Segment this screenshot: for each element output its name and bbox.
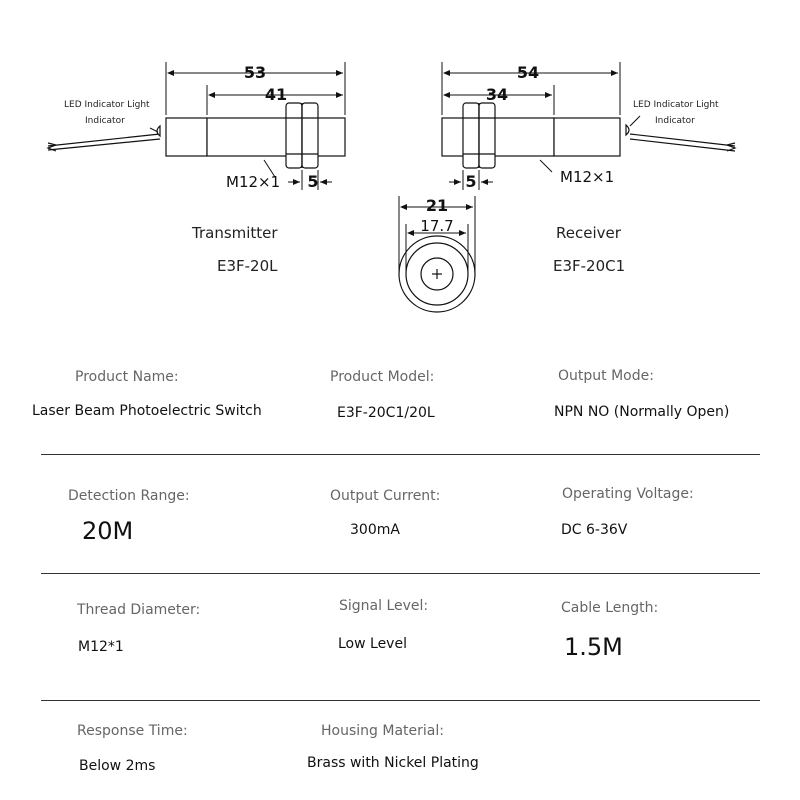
transmitter-overall-length: 53 xyxy=(243,63,267,82)
transmitter-nut-width: 5 xyxy=(307,172,319,191)
spec-label-response-time: Response Time: xyxy=(77,723,188,739)
receiver-thread-label: M12×1 xyxy=(560,168,615,186)
spec-label-output-mode: Output Mode: xyxy=(558,368,654,384)
transmitter-drawing xyxy=(48,103,345,168)
transmitter-body-length: 41 xyxy=(264,85,288,104)
spec-label-cable-length: Cable Length: xyxy=(561,600,659,616)
transmitter-caption: Transmitter xyxy=(192,224,278,242)
spec-label-detection-range: Detection Range: xyxy=(68,488,190,504)
spec-value-signal-level: Low Level xyxy=(338,636,407,652)
receiver-drawing xyxy=(442,103,735,168)
end-view-inner-diameter: 17.7 xyxy=(420,217,454,235)
receiver-nut-width: 5 xyxy=(465,172,477,191)
spec-value-product-name: Laser Beam Photoelectric Switch xyxy=(32,403,262,419)
transmitter-thread-label: M12×1 xyxy=(226,173,281,191)
row-divider xyxy=(41,454,760,455)
spec-label-product-name: Product Name: xyxy=(75,369,179,385)
spec-label-output-current: Output Current: xyxy=(330,488,441,504)
receiver-overall-length: 54 xyxy=(516,63,540,82)
receiver-led-label: LED Indicator Light xyxy=(633,100,719,110)
spec-value-output-current: 300mA xyxy=(350,522,400,538)
spec-label-product-model: Product Model: xyxy=(330,369,435,385)
spec-value-response-time: Below 2ms xyxy=(79,758,156,774)
spec-label-signal-level: Signal Level: xyxy=(339,598,429,614)
spec-value-detection-range: 20M xyxy=(82,517,134,545)
spec-label-operating-voltage: Operating Voltage: xyxy=(562,486,694,502)
spec-label-thread-diameter: Thread Diameter: xyxy=(77,602,201,618)
spec-value-cable-length: 1.5M xyxy=(564,633,623,661)
row-divider xyxy=(41,700,760,701)
transmitter-model: E3F-20L xyxy=(217,257,278,275)
receiver-led-label-2: Indicator xyxy=(655,116,695,126)
transmitter-led-label: LED Indicator Light xyxy=(64,100,150,110)
receiver-model: E3F-20C1 xyxy=(553,257,626,275)
spec-value-operating-voltage: DC 6-36V xyxy=(561,522,628,538)
end-view-outer-diameter: 21 xyxy=(425,196,449,215)
spec-value-product-model: E3F-20C1/20L xyxy=(337,405,435,421)
end-view-drawing xyxy=(399,236,475,312)
receiver-body-length: 34 xyxy=(485,85,509,104)
row-divider xyxy=(41,573,760,574)
spec-value-output-mode: NPN NO (Normally Open) xyxy=(554,404,730,420)
spec-value-thread-diameter: M12*1 xyxy=(78,639,124,655)
receiver-caption: Receiver xyxy=(556,224,621,242)
spec-label-housing-material: Housing Material: xyxy=(321,723,444,739)
spec-value-housing-material: Brass with Nickel Plating xyxy=(307,755,479,771)
dimension-drawing xyxy=(0,0,800,345)
transmitter-led-label-2: Indicator xyxy=(85,116,125,126)
